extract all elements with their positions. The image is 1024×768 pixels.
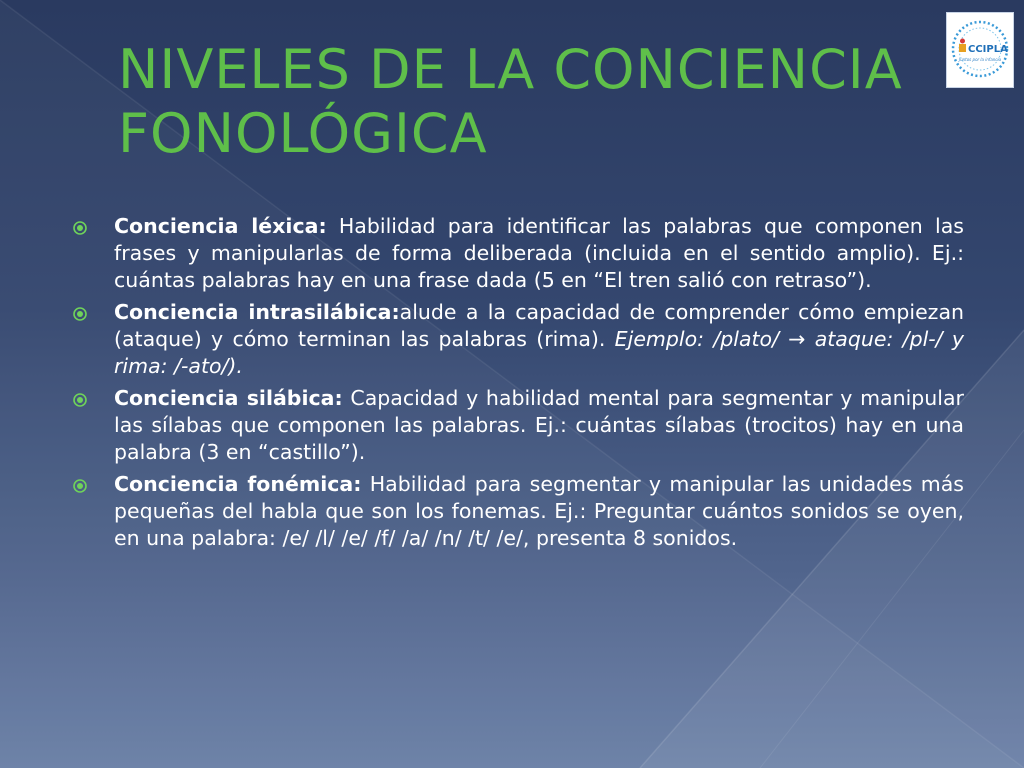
bullet-text — [114, 213, 964, 294]
ccipla-logo — [946, 12, 1014, 88]
bullet-body: Habilidad para segmentar y manipular las unidades más pequeñas del habla que son los fonemas. Ej.: Preguntar cuántos sonidos se oyen, en una palabra: /e/ /l/ /e/ /f/ /a/ /n/ /t/ /e/, presenta 8 sonidos. — [114, 472, 964, 550]
circle-dot-bullet-icon — [72, 220, 88, 236]
circle-dot-bullet-icon — [72, 478, 88, 494]
slide-title — [118, 38, 938, 166]
bullet-term: Conciencia intrasilábica: — [114, 300, 400, 324]
bullet-item — [72, 213, 964, 294]
ccipla-logo-icon — [947, 13, 1013, 87]
bullet-item — [72, 471, 964, 552]
circle-dot-bullet-icon — [72, 306, 88, 322]
bullet-text — [114, 299, 964, 380]
logo-tagline: Juntos por la infancia — [958, 57, 1002, 62]
bullet-term: Conciencia silábica: — [114, 386, 343, 410]
circle-dot-bullet-icon — [72, 392, 88, 408]
bullet-text — [114, 471, 964, 552]
slide-title-line-2: FONOLÓGICA — [118, 102, 488, 165]
bullet-term: Conciencia léxica: — [114, 214, 327, 238]
bullet-term: Conciencia fonémica: — [114, 472, 362, 496]
bullet-body: alude a la capacidad de comprender cómo empiezan (ataque) y cómo terminan las palabras (rima). — [114, 300, 964, 351]
bullet-body: Capacidad y habilidad mental para segmentar y manipular las sílabas que componen las palabras. Ej.: cuántas sílabas (trocitos) hay en una palabra (3 en “castillo”). — [114, 386, 964, 464]
bullet-item — [72, 299, 964, 380]
bullet-body: Habilidad para identificar las palabras que componen las frases y manipularlas de forma deliberada (incluida en el sentido amplio). Ej.: cuántas palabras hay en una frase dada (5 en “El tren salió con retraso”). — [114, 214, 964, 292]
logo-text: CCIPLA — [968, 44, 1008, 55]
bullet-item — [72, 385, 964, 466]
bullet-example: Ejemplo: /plato/ → ataque: /pl-/ y rima: /-ato/). — [114, 327, 964, 378]
bullet-list — [72, 213, 964, 552]
slide-title-line-1: NIVELES DE LA CONCIENCIA — [118, 38, 903, 101]
bullet-text — [114, 385, 964, 466]
